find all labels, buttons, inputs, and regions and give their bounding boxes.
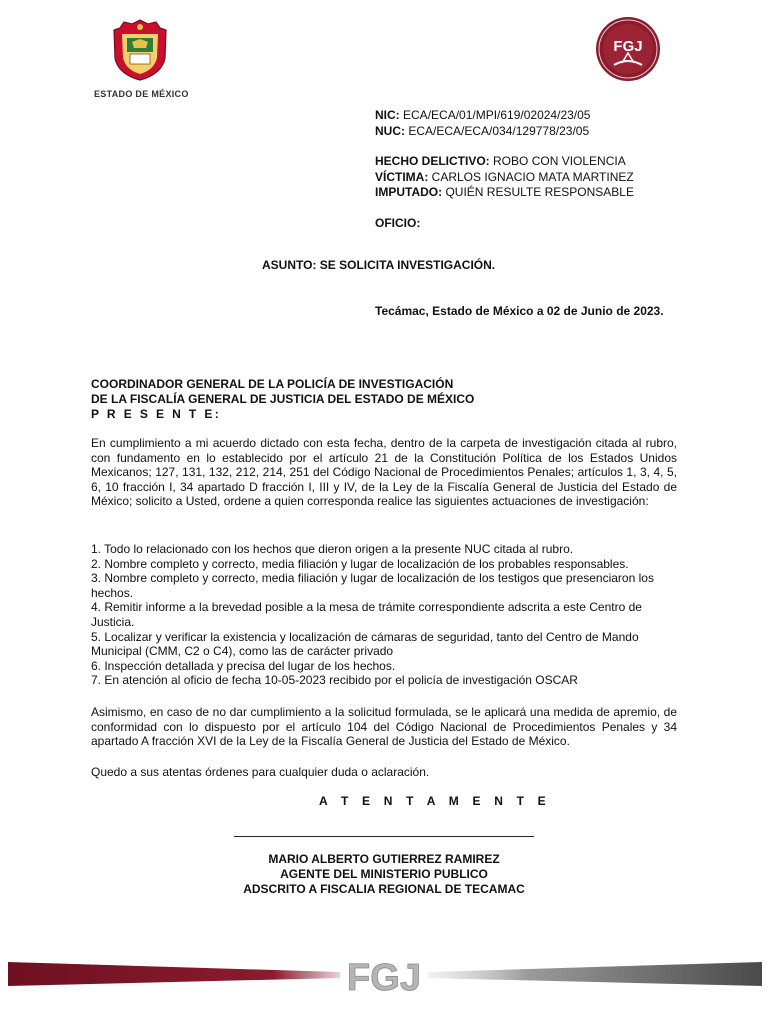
nuc-value: ECA/ECA/ECA/034/129778/23/05 <box>408 123 590 138</box>
list-item: 2. Nombre completo y correcto, media filiación y lugar de localización de los probables responsables. <box>91 556 629 571</box>
imputado-label: IMPUTADO: <box>375 185 443 199</box>
estado-de-mexico-caption: ESTADO DE MÉXICO <box>94 89 189 99</box>
oficio-row <box>375 216 755 232</box>
oficio-label: OFICIO: <box>375 215 421 230</box>
signature-block <box>190 852 578 897</box>
closing-atentamente: A T E N T A M E N T E <box>319 794 551 808</box>
list-item: 1. Todo lo relacionado con los hechos que dieron origen a la presente NUC citada al rubro. <box>91 542 574 556</box>
body-paragraph-3: Quedo a sus atentas órdenes para cualquier duda o aclaración. <box>91 765 430 779</box>
footer-maroon-stripe <box>8 962 340 986</box>
imputado-row <box>375 185 755 201</box>
victima-value: CARLOS IGNACIO MATA MARTINEZ <box>431 169 634 184</box>
list-item: 6. Inspección detallada y precisa del lugar de los hechos. <box>91 658 396 673</box>
recipient-block <box>91 377 474 422</box>
footer-gray-stripe <box>428 962 762 986</box>
recipient-presente: P R E S E N T E: <box>91 407 222 421</box>
nuc-label: NUC: <box>375 123 405 138</box>
victima-row <box>375 170 755 186</box>
hecho-label: HECHO DELICTIVO: <box>375 154 490 168</box>
body-paragraph-2: Asimismo, en caso de no dar cumplimiento a la solicitud formulada, se le aplicará una medida de apremio, de conformidad con lo dispuesto por el artículo 104 del Código Nacional de Procedimientos Penales y 34 apartado A fracción XVI de la Ley de la Fiscalía General de Justicia del Estado de México. <box>91 705 677 749</box>
body-paragraph-1: En cumplimiento a mi acuerdo dictado con esta fecha, dentro de la carpeta de investigación citada al rubro, con fundamento en lo establecido por el artículo 21 de la Constitución Política de los Estados Unidos Mexicanos; 127, 131, 132, 212, 214, 251 del Código Nacional de Procedimientos Penales; artículos 1, 3, 4, 5, 6, 10 fracción I, 34 apartado D fracción I, III y IV, de la Ley de la Fiscalía General de Justicia del Estado de México; solicito a Usted, ordene a quien corresponda realice las siguientes actuaciones de investigación: <box>91 436 677 509</box>
footer-fgj-logo: FGJ <box>347 957 421 999</box>
signature-line <box>234 836 534 837</box>
fgj-seal-logo <box>594 15 662 83</box>
hecho-row <box>375 154 755 170</box>
recipient-line-2: DE LA FISCALÍA GENERAL DE JUSTICIA DEL ESTADO DE MÉXICO <box>91 392 475 406</box>
estado-de-mexico-shield-logo <box>110 18 170 82</box>
place-date-line: Tecámac, Estado de México a 02 de Junio de 2023. <box>375 304 664 318</box>
list-item: 7. En atención al oficio de fecha 10-05-2023 recibido por el policía de investigación OSCAR <box>91 673 578 688</box>
nic-value: ECA/ECA/01/MPI/619/02024/23/05 <box>403 108 591 122</box>
actions-list <box>91 542 677 688</box>
signer-name: MARIO ALBERTO GUTIERREZ RAMIREZ <box>268 852 500 866</box>
footer-band <box>0 950 768 1000</box>
imputado-value: QUIÉN RESULTE RESPONSABLE <box>445 185 634 199</box>
recipient-line-1: COORDINADOR GENERAL DE LA POLICÍA DE INVESTIGACIÓN <box>91 377 454 391</box>
list-item: 4. Remitir informe a la brevedad posible a la mesa de trámite correspondiente adscrita a este Centro de Justicia. <box>91 600 642 629</box>
subject-line: ASUNTO: SE SOLICITA INVESTIGACIÓN. <box>262 258 496 272</box>
nic-label: NIC: <box>375 108 400 122</box>
fgj-seal-text: FGJ <box>613 38 643 55</box>
list-item: 3. Nombre completo y correcto, media filiación y lugar de localización de los testigos que presenciaron los hechos. <box>91 571 654 600</box>
victima-label: VÍCTIMA: <box>375 169 429 184</box>
nic-row <box>375 108 755 124</box>
signer-title: AGENTE DEL MINISTERIO PUBLICO <box>280 867 488 881</box>
nuc-row <box>375 124 755 140</box>
signer-office: ADSCRITO A FISCALIA REGIONAL DE TECAMAC <box>243 882 525 896</box>
list-item: 5. Localizar y verificar la existencia y localización de cámaras de seguridad, tanto del Centro de Mando Municipal (CMM, C2 o C4), como las de carácter privado <box>91 629 639 659</box>
case-info-block <box>375 108 755 231</box>
hecho-value: ROBO CON VIOLENCIA <box>493 154 626 168</box>
